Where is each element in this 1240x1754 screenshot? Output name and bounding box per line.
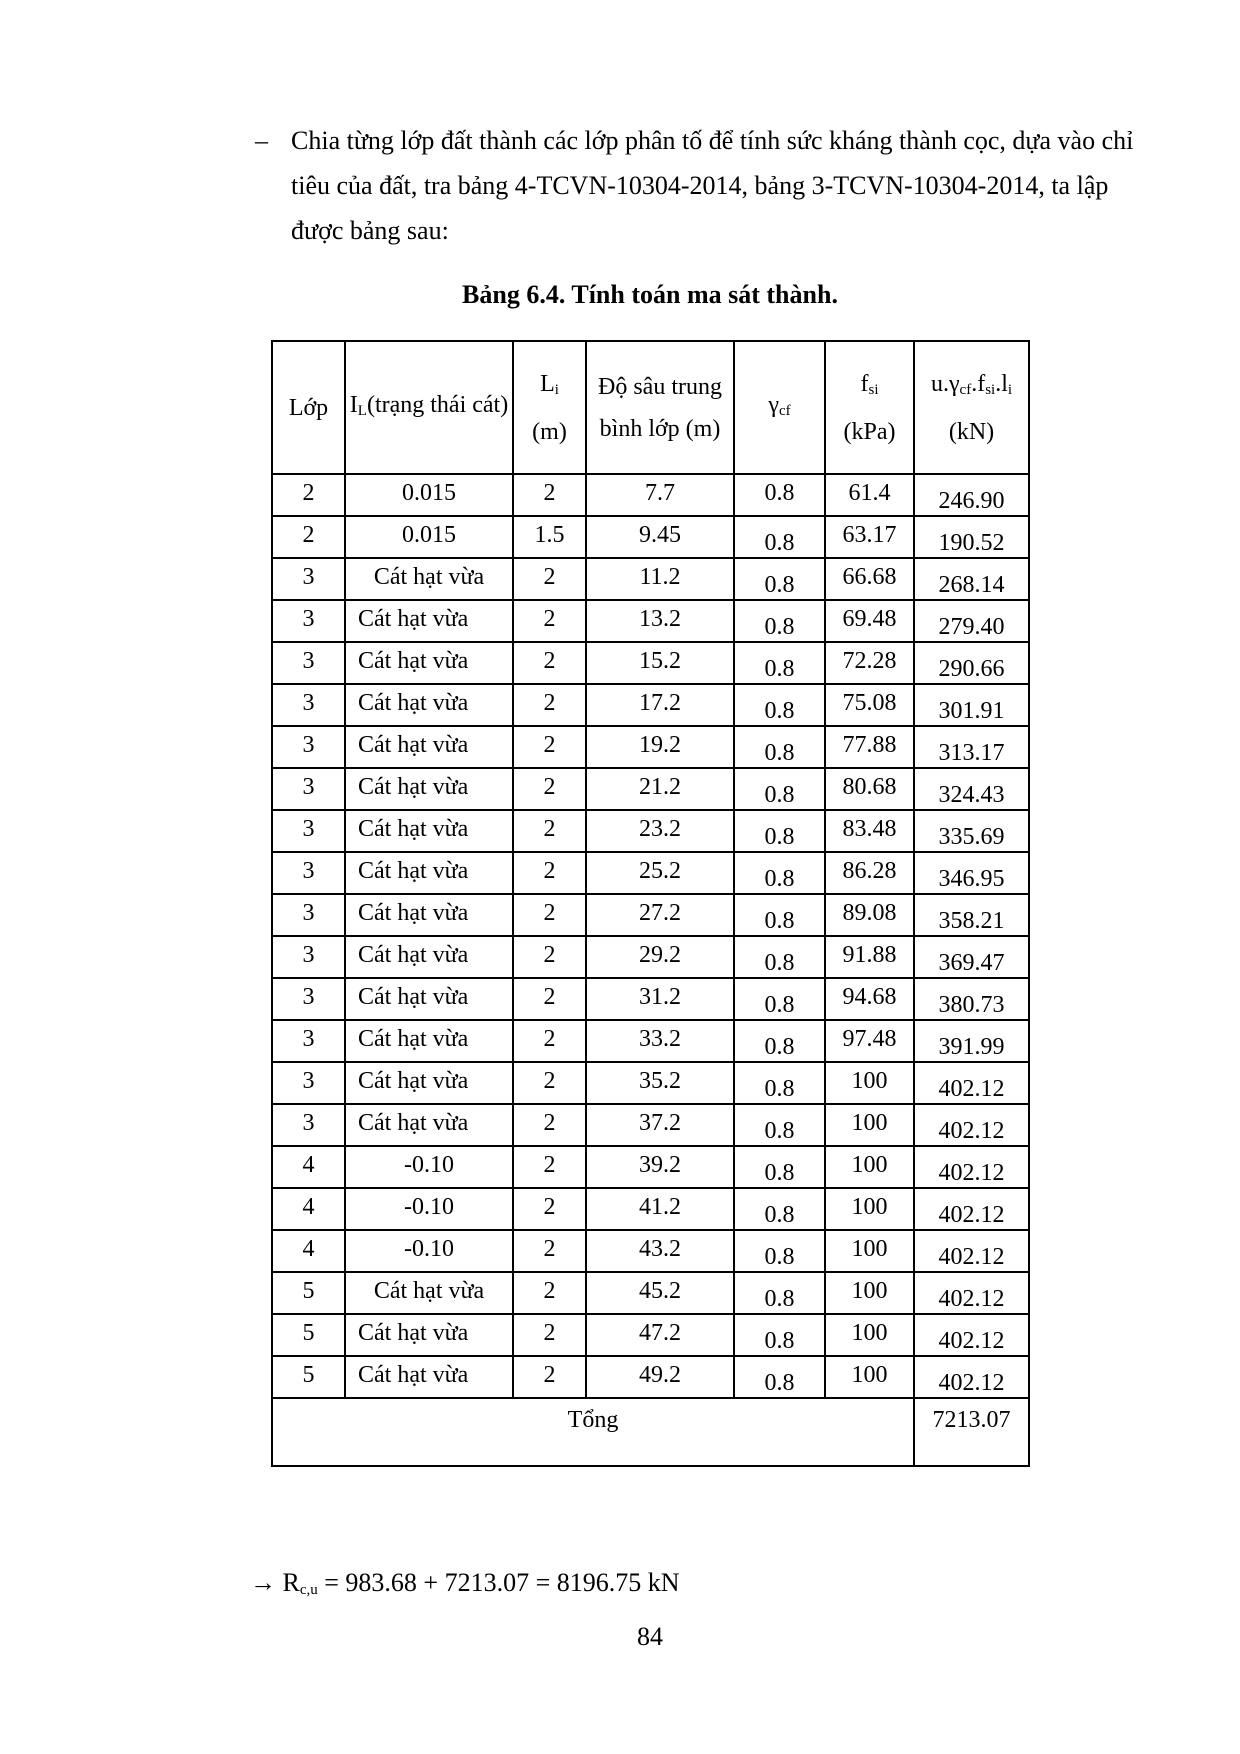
table-row bbox=[272, 1356, 1029, 1398]
cell-il: Cát hạt vừa bbox=[345, 978, 513, 1020]
cell-lop: 3 bbox=[272, 936, 345, 978]
header-li: $L_i$ (m) bbox=[513, 341, 586, 474]
cell-gamma: 0.8 bbox=[734, 726, 825, 768]
table-row bbox=[272, 474, 1029, 516]
cell-fsi: 86.28 bbox=[825, 852, 914, 894]
cell-depth: 27.2 bbox=[586, 894, 734, 936]
cell-res: 290.66 bbox=[914, 642, 1029, 684]
page-number: 84 bbox=[637, 1622, 663, 1651]
cell-gamma: 0.8 bbox=[734, 810, 825, 852]
header-result: $u.\gamma_{cf}.f_{si}.l_i$ (kN) bbox=[914, 341, 1029, 474]
cell-il: Cát hạt vừa bbox=[345, 1104, 513, 1146]
table-row bbox=[272, 768, 1029, 810]
cell-lop: 3 bbox=[272, 852, 345, 894]
cell-il: Cát hạt vừa bbox=[345, 1314, 513, 1356]
cell-fsi: 66.68 bbox=[825, 558, 914, 600]
cell-li: 2 bbox=[513, 852, 586, 894]
cell-res: 246.90 bbox=[914, 474, 1029, 516]
cell-li: 2 bbox=[513, 684, 586, 726]
cell-fsi: 97.48 bbox=[825, 1020, 914, 1062]
table-row bbox=[272, 1314, 1029, 1356]
cell-li: 2 bbox=[513, 810, 586, 852]
cell-gamma: 0.8 bbox=[734, 558, 825, 600]
cell-il: Cát hạt vừa bbox=[345, 726, 513, 768]
table-row bbox=[272, 978, 1029, 1020]
cell-gamma: 0.8 bbox=[734, 1230, 825, 1272]
cell-depth: 11.2 bbox=[586, 558, 734, 600]
table-row bbox=[272, 936, 1029, 978]
cell-il: Cát hạt vừa bbox=[345, 768, 513, 810]
cell-il: Cát hạt vừa bbox=[345, 852, 513, 894]
cell-gamma: 0.8 bbox=[734, 1104, 825, 1146]
cell-lop: 5 bbox=[272, 1356, 345, 1398]
cell-depth: 49.2 bbox=[586, 1356, 734, 1398]
cell-depth: 41.2 bbox=[586, 1188, 734, 1230]
cell-li: 2 bbox=[513, 474, 586, 516]
cell-fsi: 100 bbox=[825, 1062, 914, 1104]
intro-paragraph bbox=[255, 118, 1135, 253]
cell-li: 2 bbox=[513, 1146, 586, 1188]
cell-res: 301.91 bbox=[914, 684, 1029, 726]
cell-res: 324.43 bbox=[914, 768, 1029, 810]
cell-depth: 25.2 bbox=[586, 852, 734, 894]
cell-depth: 37.2 bbox=[586, 1104, 734, 1146]
cell-depth: 35.2 bbox=[586, 1062, 734, 1104]
cell-li: 2 bbox=[513, 600, 586, 642]
cell-res: 402.12 bbox=[914, 1230, 1029, 1272]
cell-fsi: 100 bbox=[825, 1146, 914, 1188]
table-row bbox=[272, 516, 1029, 558]
cell-depth: 19.2 bbox=[586, 726, 734, 768]
table-row bbox=[272, 1188, 1029, 1230]
cell-res: 279.40 bbox=[914, 600, 1029, 642]
cell-li: 2 bbox=[513, 1062, 586, 1104]
cell-lop: 3 bbox=[272, 1062, 345, 1104]
cell-lop: 3 bbox=[272, 558, 345, 600]
cell-depth: 45.2 bbox=[586, 1272, 734, 1314]
cell-lop: 3 bbox=[272, 894, 345, 936]
cell-depth: 31.2 bbox=[586, 978, 734, 1020]
cell-depth: 9.45 bbox=[586, 516, 734, 558]
cell-lop: 4 bbox=[272, 1230, 345, 1272]
cell-gamma: 0.8 bbox=[734, 642, 825, 684]
cell-lop: 4 bbox=[272, 1146, 345, 1188]
table-header-row bbox=[272, 341, 1029, 474]
cell-res: 402.12 bbox=[914, 1062, 1029, 1104]
cell-li: 2 bbox=[513, 936, 586, 978]
cell-gamma: 0.8 bbox=[734, 1356, 825, 1398]
cell-lop: 3 bbox=[272, 642, 345, 684]
cell-lop: 3 bbox=[272, 600, 345, 642]
cell-il: -0.10 bbox=[345, 1230, 513, 1272]
cell-il: Cát hạt vừa bbox=[345, 558, 513, 600]
cell-fsi: 69.48 bbox=[825, 600, 914, 642]
table-row bbox=[272, 1146, 1029, 1188]
cell-fsi: 100 bbox=[825, 1188, 914, 1230]
cell-il: Cát hạt vừa bbox=[345, 642, 513, 684]
cell-gamma: 0.8 bbox=[734, 1314, 825, 1356]
cell-il: Cát hạt vừa bbox=[345, 894, 513, 936]
cell-il: 0.015 bbox=[345, 516, 513, 558]
cell-depth: 7.7 bbox=[586, 474, 734, 516]
table-row bbox=[272, 684, 1029, 726]
cell-gamma: 0.8 bbox=[734, 1062, 825, 1104]
table-row bbox=[272, 894, 1029, 936]
cell-il: Cát hạt vừa bbox=[345, 1020, 513, 1062]
arrow-icon: → bbox=[250, 1568, 276, 1597]
cell-gamma: 0.8 bbox=[734, 1020, 825, 1062]
cell-li: 2 bbox=[513, 1314, 586, 1356]
table-row bbox=[272, 1272, 1029, 1314]
cell-depth: 47.2 bbox=[586, 1314, 734, 1356]
cell-li: 2 bbox=[513, 1020, 586, 1062]
table-row bbox=[272, 642, 1029, 684]
cell-gamma: 0.8 bbox=[734, 684, 825, 726]
cell-res: 190.52 bbox=[914, 516, 1029, 558]
table-caption: Bảng 6.4. Tính toán ma sát thành. bbox=[462, 280, 838, 309]
cell-fsi: 100 bbox=[825, 1356, 914, 1398]
cell-gamma: 0.8 bbox=[734, 474, 825, 516]
cell-depth: 43.2 bbox=[586, 1230, 734, 1272]
cell-res: 369.47 bbox=[914, 936, 1029, 978]
friction-table bbox=[271, 340, 1030, 1467]
table-row bbox=[272, 726, 1029, 768]
table-row bbox=[272, 1230, 1029, 1272]
cell-res: 402.12 bbox=[914, 1314, 1029, 1356]
cell-fsi: 100 bbox=[825, 1272, 914, 1314]
header-fsi: $f_{si}$ (kPa) bbox=[825, 341, 914, 474]
cell-res: 402.12 bbox=[914, 1188, 1029, 1230]
table-row bbox=[272, 1020, 1029, 1062]
cell-il: -0.10 bbox=[345, 1188, 513, 1230]
cell-depth: 17.2 bbox=[586, 684, 734, 726]
cell-li: 2 bbox=[513, 558, 586, 600]
cell-lop: 3 bbox=[272, 684, 345, 726]
total-label: Tổng bbox=[272, 1398, 914, 1466]
cell-li: 2 bbox=[513, 1272, 586, 1314]
cell-fsi: 77.88 bbox=[825, 726, 914, 768]
cell-fsi: 91.88 bbox=[825, 936, 914, 978]
cell-gamma: 0.8 bbox=[734, 1272, 825, 1314]
cell-gamma: 0.8 bbox=[734, 600, 825, 642]
cell-depth: 29.2 bbox=[586, 936, 734, 978]
cell-gamma: 0.8 bbox=[734, 978, 825, 1020]
cell-res: 335.69 bbox=[914, 810, 1029, 852]
cell-depth: 21.2 bbox=[586, 768, 734, 810]
result-formula: → $R_{c,u} = 983.68 + 7213.07 = 8196.75$ kN bbox=[250, 1568, 680, 1598]
paragraph-text: Chia từng lớp đất thành các lớp phân tố để tính sức kháng thành cọc, dựa vào chỉ tiêu của đất, tra bảng 4-TCVN-10304-2014, bảng 3-TCVN-10304-2014, ta lập được bảng sau: bbox=[291, 126, 1134, 245]
cell-lop: 5 bbox=[272, 1314, 345, 1356]
cell-res: 313.17 bbox=[914, 726, 1029, 768]
table-row bbox=[272, 1104, 1029, 1146]
cell-fsi: 80.68 bbox=[825, 768, 914, 810]
cell-depth: 33.2 bbox=[586, 1020, 734, 1062]
bullet-dash: – bbox=[255, 126, 268, 155]
cell-depth: 39.2 bbox=[586, 1146, 734, 1188]
cell-lop: 4 bbox=[272, 1188, 345, 1230]
header-il: $I_L(trạng$ thái cát) bbox=[345, 341, 513, 474]
cell-res: 402.12 bbox=[914, 1356, 1029, 1398]
total-row bbox=[272, 1398, 1029, 1466]
header-gamma: $\gamma_{cf}$ bbox=[734, 341, 825, 474]
cell-li: 2 bbox=[513, 642, 586, 684]
cell-lop: 3 bbox=[272, 1104, 345, 1146]
cell-fsi: 72.28 bbox=[825, 642, 914, 684]
cell-depth: 15.2 bbox=[586, 642, 734, 684]
cell-li: 1.5 bbox=[513, 516, 586, 558]
cell-res: 380.73 bbox=[914, 978, 1029, 1020]
cell-lop: 2 bbox=[272, 474, 345, 516]
cell-gamma: 0.8 bbox=[734, 936, 825, 978]
cell-lop: 3 bbox=[272, 978, 345, 1020]
cell-fsi: 100 bbox=[825, 1104, 914, 1146]
cell-fsi: 100 bbox=[825, 1230, 914, 1272]
cell-gamma: 0.8 bbox=[734, 1146, 825, 1188]
cell-li: 2 bbox=[513, 726, 586, 768]
cell-res: 346.95 bbox=[914, 852, 1029, 894]
cell-res: 402.12 bbox=[914, 1146, 1029, 1188]
cell-il: Cát hạt vừa bbox=[345, 936, 513, 978]
cell-il: -0.10 bbox=[345, 1146, 513, 1188]
cell-il: Cát hạt vừa bbox=[345, 1356, 513, 1398]
cell-li: 2 bbox=[513, 1356, 586, 1398]
cell-fsi: 61.4 bbox=[825, 474, 914, 516]
header-lop: Lớp bbox=[272, 341, 345, 474]
cell-il: Cát hạt vừa bbox=[345, 1062, 513, 1104]
cell-res: 402.12 bbox=[914, 1272, 1029, 1314]
cell-il: Cát hạt vừa bbox=[345, 684, 513, 726]
cell-lop: 5 bbox=[272, 1272, 345, 1314]
total-value: 7213.07 bbox=[914, 1398, 1029, 1466]
cell-li: 2 bbox=[513, 1230, 586, 1272]
cell-li: 2 bbox=[513, 1104, 586, 1146]
cell-gamma: 0.8 bbox=[734, 768, 825, 810]
cell-depth: 23.2 bbox=[586, 810, 734, 852]
table-row bbox=[272, 558, 1029, 600]
cell-li: 2 bbox=[513, 768, 586, 810]
cell-lop: 2 bbox=[272, 516, 345, 558]
cell-il: 0.015 bbox=[345, 474, 513, 516]
table-row bbox=[272, 600, 1029, 642]
cell-fsi: 83.48 bbox=[825, 810, 914, 852]
table-row bbox=[272, 852, 1029, 894]
cell-fsi: 100 bbox=[825, 1314, 914, 1356]
cell-li: 2 bbox=[513, 894, 586, 936]
cell-lop: 3 bbox=[272, 810, 345, 852]
cell-depth: 13.2 bbox=[586, 600, 734, 642]
cell-fsi: 89.08 bbox=[825, 894, 914, 936]
cell-lop: 3 bbox=[272, 768, 345, 810]
cell-lop: 3 bbox=[272, 726, 345, 768]
cell-gamma: 0.8 bbox=[734, 852, 825, 894]
cell-gamma: 0.8 bbox=[734, 516, 825, 558]
cell-gamma: 0.8 bbox=[734, 1188, 825, 1230]
cell-res: 391.99 bbox=[914, 1020, 1029, 1062]
cell-il: Cát hạt vừa bbox=[345, 600, 513, 642]
header-depth: Độ sâu trung bình lớp (m) bbox=[586, 341, 734, 474]
cell-res: 268.14 bbox=[914, 558, 1029, 600]
cell-li: 2 bbox=[513, 978, 586, 1020]
table-row bbox=[272, 1062, 1029, 1104]
cell-res: 402.12 bbox=[914, 1104, 1029, 1146]
cell-il: Cát hạt vừa bbox=[345, 810, 513, 852]
table-row bbox=[272, 810, 1029, 852]
cell-li: 2 bbox=[513, 1188, 586, 1230]
cell-res: 358.21 bbox=[914, 894, 1029, 936]
cell-fsi: 94.68 bbox=[825, 978, 914, 1020]
cell-il: Cát hạt vừa bbox=[345, 1272, 513, 1314]
cell-lop: 3 bbox=[272, 1020, 345, 1062]
cell-gamma: 0.8 bbox=[734, 894, 825, 936]
cell-fsi: 63.17 bbox=[825, 516, 914, 558]
cell-fsi: 75.08 bbox=[825, 684, 914, 726]
